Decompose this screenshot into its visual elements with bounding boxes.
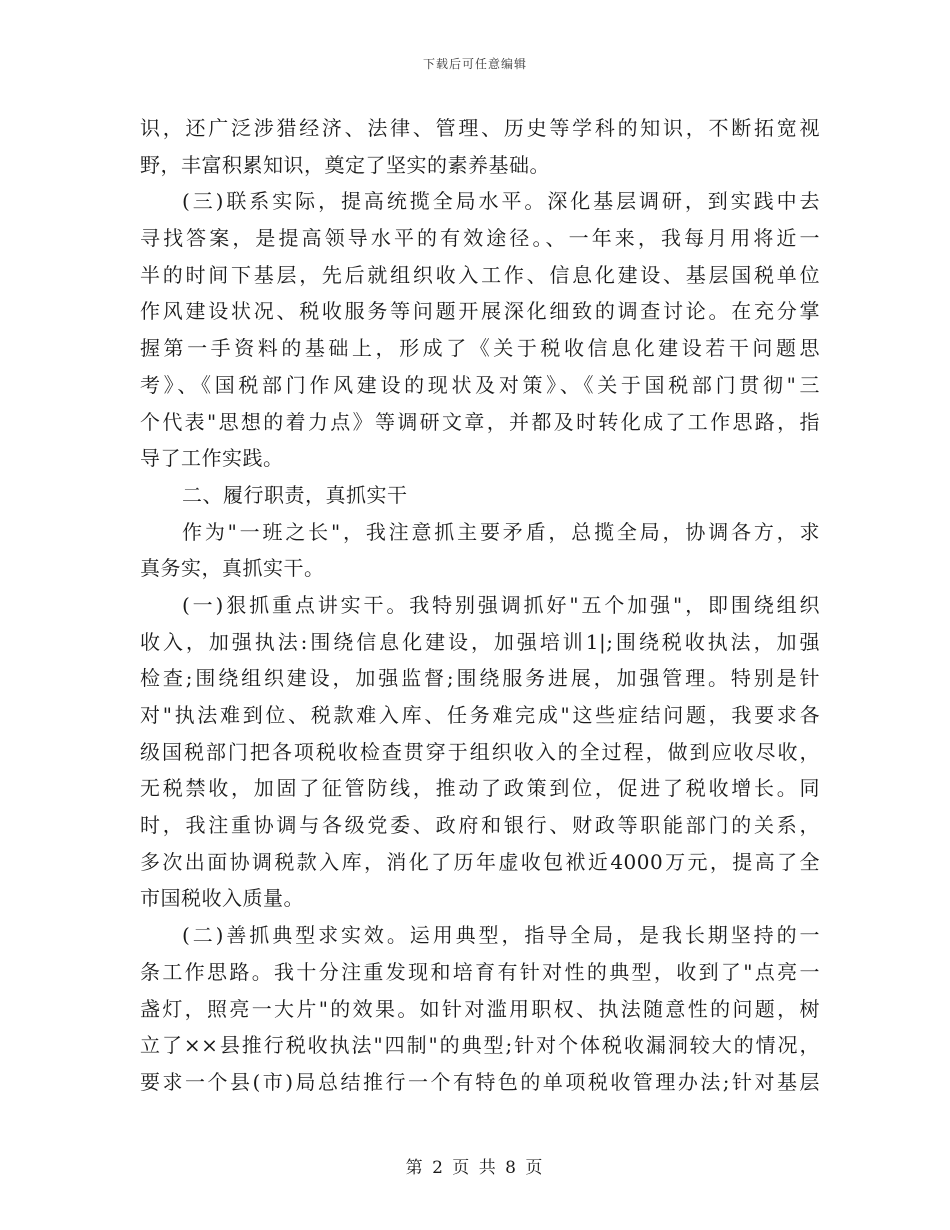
text-line: 真务实，真抓实干。 [140,556,325,581]
text-line: 半的时间下基层，先后就组织收入工作、信息化建设、基层国税单位 [140,262,820,287]
text-line: 级国税部门把各项税收检查贯穿于组织收入的全过程，做到应收尽收， [140,739,820,764]
text-line: 考》、《国税部门作风建设的现状及对策》、《关于国税部门贯彻"三 [140,372,820,397]
text-line: 作风建设状况、税收服务等问题开展深化细致的调查讨论。在充分掌 [140,299,820,324]
text-line: 对"执法难到位、税款难入库、任务难完成"这些症结问题，我要求各 [140,703,820,727]
text-line: 时，我注重协调与各级党委、政府和银行、财政等职能部门的关系， [140,813,820,838]
text-line: 多次出面协调税款入库，消化了历年虚收包袱近4000万元，提高了全 [140,849,820,874]
text-line: 要求一个县(市)局总结推行一个有特色的单项税收管理办法;针对基层 [140,1069,820,1094]
text-line: 野，丰富积累知识，奠定了坚实的素养基础。 [140,152,550,177]
page-number: 第 2 页 共 8 页 [405,1158,545,1178]
text-line: 无税禁收，加固了征管防线，推动了政策到位，促进了税收增长。同 [140,776,820,801]
text-line: (一)狠抓重点讲实干。我特别强调抓好"五个加强"，即围绕组织 [182,592,820,617]
document-body [140,110,820,1101]
text-line: 个代表"思想的着力点》等调研文章，并都及时转化成了工作思路，指 [140,409,820,434]
text-line: 立了××县推行税收执法"四制"的典型;针对个体税收漏洞较大的情况， [140,1033,820,1058]
text-line: 收入，加强执法:围绕信息化建设，加强培训1|;围绕税收执法，加强 [140,629,820,654]
section-heading: 二、履行职责，真抓实干 [182,482,408,507]
text-line: 寻找答案，是提高领导水平的有效途径。、一年来，我每月用将近一 [140,226,820,251]
text-line: 握第一手资料的基础上，形成了《关于税收信息化建设若干问题思 [140,336,820,361]
text-line: 导了工作实践。 [140,446,284,471]
text-line: 市国税收入质量。 [140,886,304,911]
text-line: (三)联系实际，提高统揽全局水平。深化基层调研，到实践中去 [182,189,820,214]
text-line: 条工作思路。我十分注重发现和培育有针对性的典型，收到了"点亮一 [140,959,820,984]
text-line: 识，还广泛涉猎经济、法律、管理、历史等学科的知识，不断拓宽视 [140,116,820,140]
text-line: 盏灯，照亮一大片"的效果。如针对滥用职权、执法随意性的问题，树 [140,996,820,1021]
header-note: 下载后可任意编辑 [422,57,527,71]
text-line: (二)善抓典型求实效。运用典型，指导全局，是我长期坚持的一 [182,923,820,948]
text-line: 检查;围绕组织建设，加强监督;围绕服务进展，加强管理。特别是针 [140,666,820,691]
text-line: 作为"一班之长"，我注意抓主要矛盾，总揽全局，协调各方，求 [182,519,820,544]
